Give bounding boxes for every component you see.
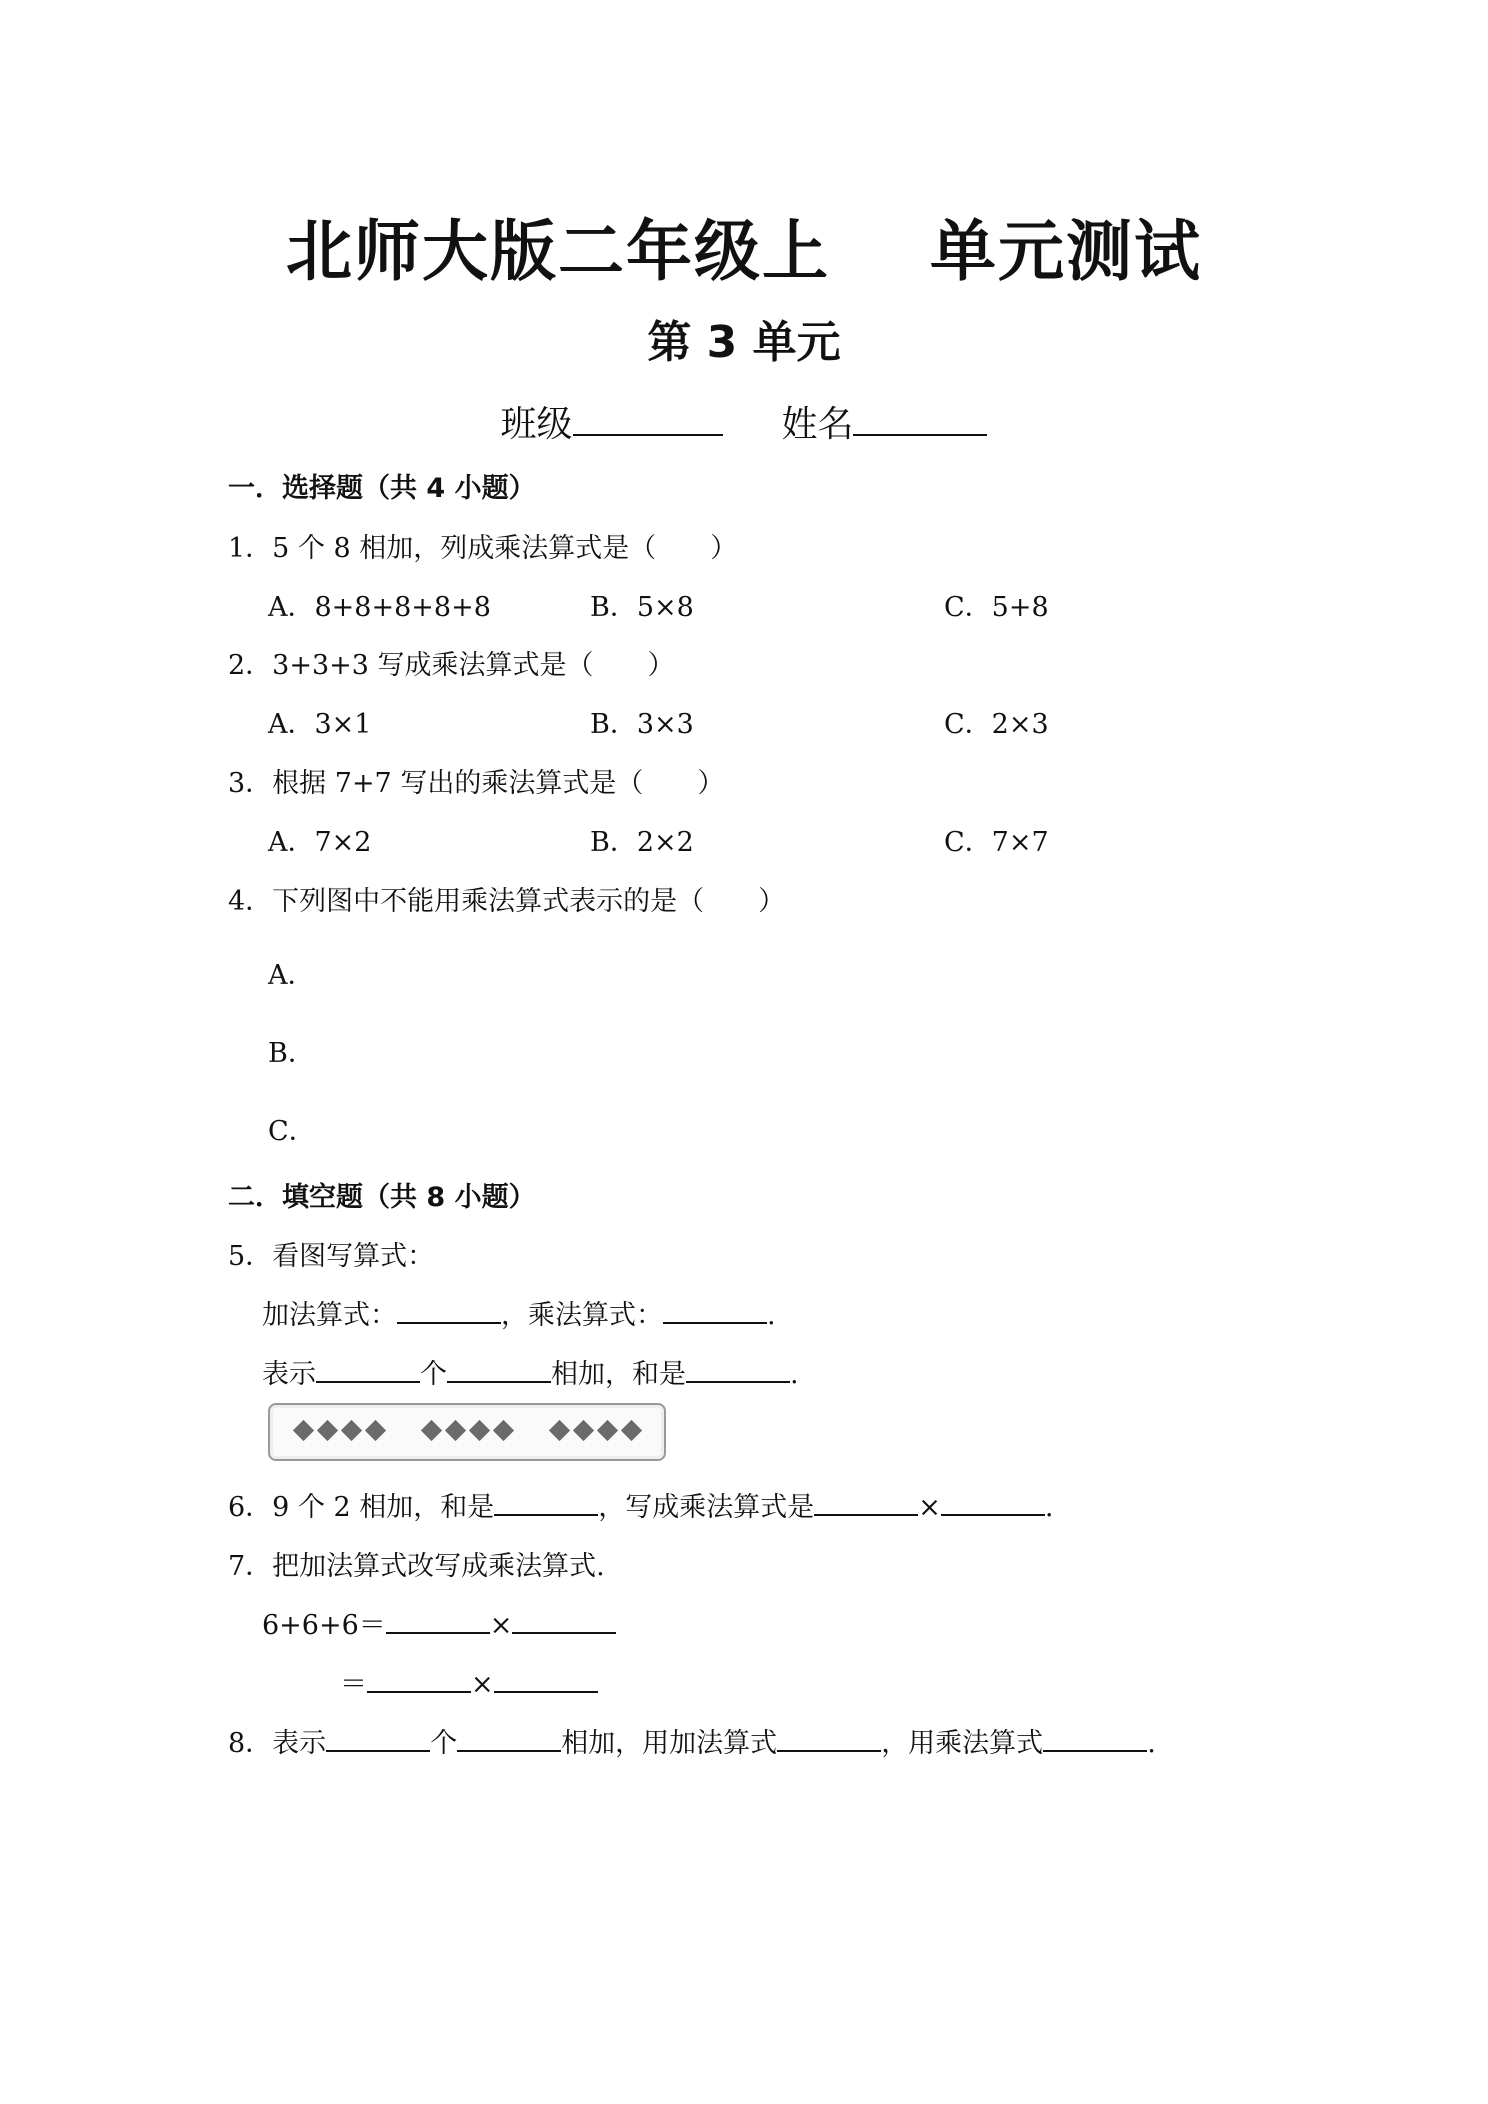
diamond-icon <box>317 1420 338 1441</box>
diamond-icon <box>573 1420 594 1441</box>
q5-represent-label: 表示 <box>262 1359 316 1390</box>
q1-option-b[interactable]: B．5×8 <box>590 592 694 623</box>
q5-sum-blank[interactable] <box>686 1359 790 1383</box>
diamond-icon <box>421 1420 442 1441</box>
diamond-picture <box>268 1403 666 1461</box>
q4-option-c[interactable]: C． <box>268 1116 316 1147</box>
q5-multiplication-blank[interactable] <box>663 1300 767 1324</box>
diamond-icon <box>365 1420 386 1441</box>
q2-option-a[interactable]: A．3×1 <box>268 709 372 740</box>
title-right: 单元测试 <box>930 213 1202 290</box>
q6-text-a: 6．9 个 2 相加，和是 <box>228 1492 495 1523</box>
q6-end: . <box>1044 1492 1054 1523</box>
q5-line-1 <box>262 1293 776 1332</box>
q7-line2-factor2-blank[interactable] <box>494 1669 598 1693</box>
q5-addition-label: 加法算式： <box>262 1300 397 1331</box>
q8-addition-blank[interactable] <box>777 1728 881 1752</box>
q5-line2-end: . <box>790 1359 799 1390</box>
diamond-icon <box>469 1420 490 1441</box>
diamond-icon <box>621 1420 642 1441</box>
q5-sum-label: 相加，和是 <box>551 1359 686 1390</box>
question-7: 7．把加法算式改写成乘法算式. <box>228 1551 605 1582</box>
section2-heading: 二．填空题（共 8 小题） <box>228 1182 536 1213</box>
q6-factor1-blank[interactable] <box>814 1492 918 1516</box>
diamond-icon <box>293 1420 314 1441</box>
q3-option-b[interactable]: B．2×2 <box>590 827 694 858</box>
q8-text-a: 8．表示 <box>228 1728 327 1759</box>
q7-line1-factor1-blank[interactable] <box>386 1610 490 1634</box>
q8-multiplication-blank[interactable] <box>1043 1728 1147 1752</box>
q6-times: × <box>918 1492 941 1523</box>
q8-number-blank[interactable] <box>457 1728 561 1752</box>
diamond-icon <box>549 1420 570 1441</box>
class-name-line <box>0 396 1488 447</box>
q8-text-c: 相加，用加法算式 <box>561 1728 778 1759</box>
q5-addition-blank[interactable] <box>397 1300 501 1324</box>
q7-line-1 <box>262 1603 616 1642</box>
question-1: 1．5 个 8 相加，列成乘法算式是（ ） <box>228 533 738 564</box>
q2-option-c[interactable]: C．2×3 <box>944 709 1049 740</box>
q1-option-c[interactable]: C．5+8 <box>944 592 1049 623</box>
question-4: 4．下列图中不能用乘法算式表示的是（ ） <box>228 886 786 917</box>
q8-text-d: ，用乘法算式 <box>881 1728 1044 1759</box>
q4-option-a[interactable]: A． <box>268 960 315 991</box>
section1-heading: 一．选择题（共 4 小题） <box>228 473 536 504</box>
q3-option-c[interactable]: C．7×7 <box>944 827 1049 858</box>
question-5: 5．看图写算式： <box>228 1241 435 1272</box>
q6-text-b: ，写成乘法算式是 <box>598 1492 815 1523</box>
q7-line1-times: × <box>489 1610 513 1641</box>
q8-end: . <box>1147 1728 1156 1759</box>
q3-option-a[interactable]: A．7×2 <box>268 827 372 858</box>
q7-line1-factor2-blank[interactable] <box>512 1610 616 1634</box>
q6-factor2-blank[interactable] <box>941 1492 1045 1516</box>
q8-count-blank[interactable] <box>326 1728 430 1752</box>
diamond-icon <box>341 1420 362 1441</box>
class-label: 班级 <box>500 404 573 445</box>
q7-expression: 6+6+6＝ <box>262 1610 386 1641</box>
q7-line-2 <box>340 1662 598 1701</box>
q5-line-2 <box>262 1352 799 1391</box>
q5-count-blank[interactable] <box>316 1359 420 1383</box>
diamond-icon <box>597 1420 618 1441</box>
q4-option-b[interactable]: B． <box>268 1038 315 1069</box>
class-blank[interactable] <box>573 398 723 436</box>
q7-equals: ＝ <box>340 1669 367 1700</box>
diamond-icon <box>445 1420 466 1441</box>
q7-line2-times: × <box>471 1669 494 1700</box>
q1-option-a[interactable]: A．8+8+8+8+8 <box>268 592 491 623</box>
q5-ge-label: 个 <box>420 1359 447 1390</box>
diamond-group-1 <box>294 1419 385 1442</box>
question-8 <box>228 1721 1156 1760</box>
q8-text-b: 个 <box>430 1728 458 1759</box>
question-3: 3．根据 7+7 写出的乘法算式是（ ） <box>228 768 725 799</box>
q5-number-blank[interactable] <box>447 1359 551 1383</box>
name-label: 姓名 <box>781 404 854 445</box>
name-blank[interactable] <box>853 398 987 436</box>
q2-option-b[interactable]: B．3×3 <box>590 709 694 740</box>
unit-subtitle: 第 3 单元 <box>647 317 841 368</box>
diamond-icon <box>493 1420 514 1441</box>
q6-sum-blank[interactable] <box>494 1492 598 1516</box>
q5-multiplication-label: ，乘法算式： <box>501 1300 663 1331</box>
q7-line2-factor1-blank[interactable] <box>367 1669 471 1693</box>
question-2: 2．3+3+3 写成乘法算式是（ ） <box>228 650 675 681</box>
question-6 <box>228 1485 1054 1524</box>
page-title <box>0 198 1488 293</box>
title-left: 北师大版二年级上 <box>286 213 830 290</box>
q5-line1-end: . <box>767 1300 776 1331</box>
diamond-group-3 <box>550 1419 641 1442</box>
diamond-group-2 <box>422 1419 513 1442</box>
